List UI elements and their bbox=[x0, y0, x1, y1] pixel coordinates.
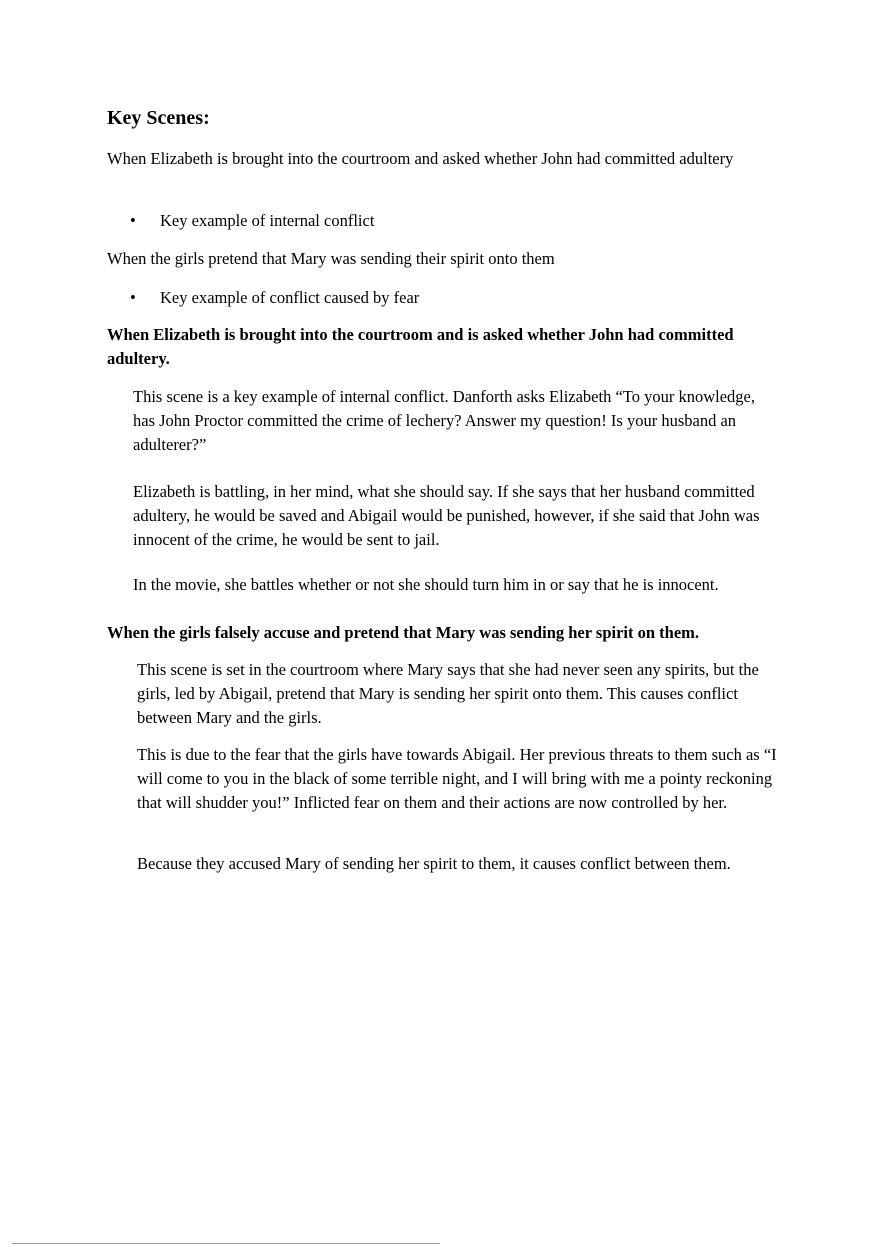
footnote-divider bbox=[12, 1243, 440, 1244]
bullet-text: Key example of conflict caused by fear bbox=[160, 288, 420, 307]
intro-scene-2: When the girls pretend that Mary was sending their spirit onto them bbox=[107, 249, 555, 268]
section-2-paragraph-2: This is due to the fear that the girls have towards Abigail. Her previous threats to them such as “I will come to you in the black of some terrible night, and I will bring with me a pointy reckoning that will shudder you!” Inflicted fear on them and their actions are now controlled by her. bbox=[137, 745, 777, 812]
section-1-paragraph-3: In the movie, she battles whether or not she should turn him in or say that he is innocent. bbox=[133, 575, 719, 594]
page-heading: Key Scenes: bbox=[107, 107, 210, 129]
section-1-paragraph-1: This scene is a key example of internal conflict. Danforth asks Elizabeth “To your knowledge, has John Proctor committed the crime of lechery? Answer my question! Is your husband an adulterer?” bbox=[133, 387, 755, 454]
bullet-text: Key example of internal conflict bbox=[160, 211, 375, 230]
bullet-icon: • bbox=[130, 211, 136, 230]
section-2-paragraph-1: This scene is set in the courtroom where Mary says that she had never seen any spirits, but the girls, led by Abigail, pretend that Mary is sending her spirit onto them. This causes conflict between Mary and the girls. bbox=[137, 660, 759, 727]
bullet-icon: • bbox=[130, 288, 136, 307]
section-2-paragraph-3: Because they accused Mary of sending her spirit to them, it causes conflict between them. bbox=[137, 854, 731, 873]
intro-scene-1: When Elizabeth is brought into the courtroom and asked whether John had committed adultery bbox=[107, 149, 734, 168]
section-1-paragraph-2: Elizabeth is battling, in her mind, what she should say. If she says that her husband committed adultery, he would be saved and Abigail would be punished, however, if she said that John was innocent of the crime, he would be sent to jail. bbox=[133, 482, 760, 549]
section-1-heading: When Elizabeth is brought into the courtroom and is asked whether John had committed adultery. bbox=[107, 325, 734, 368]
section-2-heading: When the girls falsely accuse and pretend that Mary was sending her spirit on them. bbox=[107, 623, 700, 642]
